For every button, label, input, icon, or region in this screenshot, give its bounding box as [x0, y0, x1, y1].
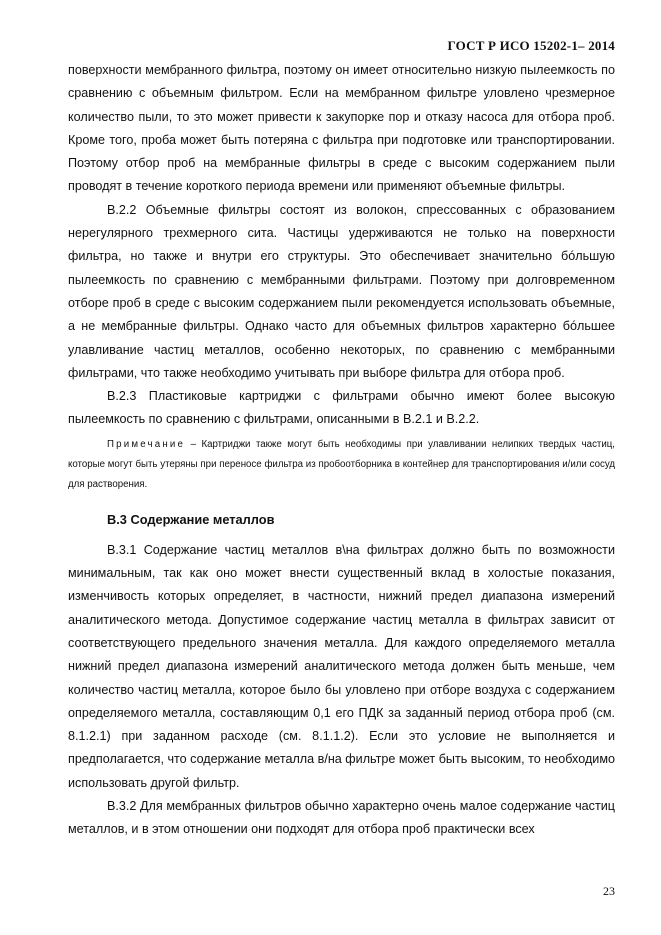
note: [68, 435, 615, 495]
standard-code-header: ГОСТ Р ИСО 15202-1– 2014: [447, 38, 615, 53]
note-text: – Картриджи также могут быть необходимы при улавливании нелипких твердых частиц, которые могут быть утеряны при переносе фильтра из пробоотборника в контейнер для транспортирования и/или сосуд для растворения.: [68, 438, 615, 490]
note-label: Примечание: [107, 438, 186, 450]
paragraph-b-2-2: В.2.2 Объемные фильтры состоят из волокон, спрессованных с образованием нерегулярного трехмерного сита. Частицы удерживаются не только на поверхности фильтра, но также и внутри его структуры. Это обеспечивает значительно бóльшую пылеемкость по сравнению с мембранными фильтрами. Поэтому при долговременном отборе проб в среде с высоким содержанием пыли рекомендуется использовать объемные, а не мембранные фильтры. Однако часто для объемных фильтров характерно бóльшее улавливание частиц металлов, особенно некоторых, по сравнению с мембранными фильтрами, что также необходимо учитывать при выборе фильтра для отбора проб.: [68, 202, 615, 380]
page-number: 23: [603, 884, 615, 898]
paragraph-b-2-3: В.2.3 Пластиковые картриджи с фильтрами обычно имеют более высокую пылеемкость по сравнению с фильтрами, описанными в В.2.1 и В.2.2.: [68, 389, 615, 427]
paragraph-b-3-2: В.3.2 Для мембранных фильтров обычно характерно очень малое содержание частиц металлов, и в этом отношении они подходят для отбора проб практически всех: [68, 799, 615, 837]
paragraph-continuation: поверхности мембранного фильтра, поэтому он имеет относительно низкую пылеемкость по сравнению с объемным фильтром. Если на мембранном фильтре уловлено чрезмерное количество пыли, то это может привести к закупорке пор и отказу насоса для отбора проб. Кроме того, проба может быть потеряна с фильтра при подготовке или транспортировании. Поэтому отбор проб на мембранные фильтры в среде с высоким содержанием пыли проводят в течение короткого периода времени или применяют объемные фильтры.: [68, 63, 615, 194]
paragraph-b-3-1: В.3.1 Содержание частиц металлов в\на фильтрах должно быть по возможности минимальным, так как оно может внести существенный вклад в холостые показания, изменчивость которых определяет, в частности, нижний предел диапазона измерений аналитического метода. Допустимое содержание частиц металла в фильтрах зависит от соответствующего предельного значения металла. Для каждого определяемого металла нижний предел диапазона измерений аналитического метода должен быть меньше, чем количество частиц металла, которое было бы уловлено при отборе воздуха с содержанием определяемого металла, составляющим 0,1 его ПДК за заданный период отбора проб (см. 8.1.2.1) при заданном расходе (см. 8.1.1.2). Если это условие не выполняется и предполагается, что содержание металла в/на фильтре может быть высоким, то необходимо использовать другой фильтр.: [68, 542, 615, 790]
page-content: [68, 59, 615, 842]
section-heading-b-3: В.3 Содержание металлов: [107, 511, 275, 527]
